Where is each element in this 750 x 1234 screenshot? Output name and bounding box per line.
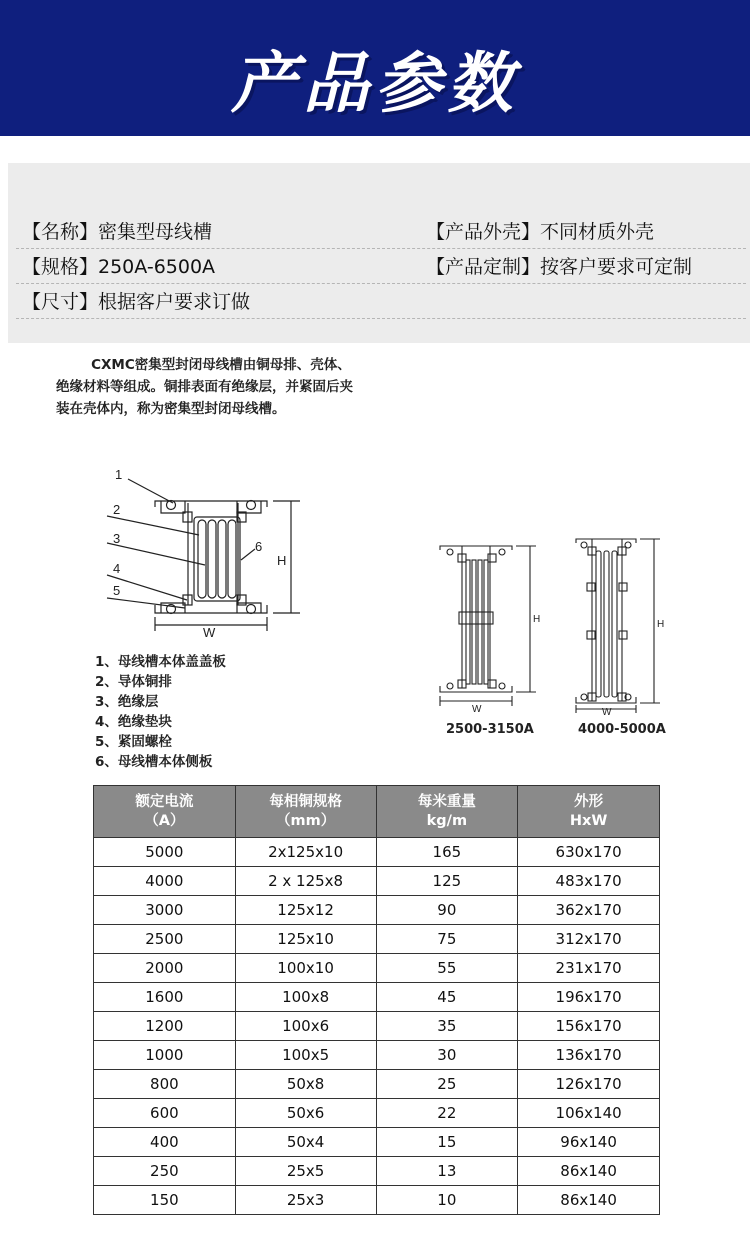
table-cell: 150 [94,1186,236,1215]
table-cell: 50x4 [235,1128,376,1157]
table-cell: 50x6 [235,1099,376,1128]
table-cell: 25x5 [235,1157,376,1186]
col-header-weight: 每米重量 kg/m [376,786,518,838]
table-cell: 250 [94,1157,236,1186]
table-cell: 22 [376,1099,518,1128]
table-cell: 126x170 [518,1070,660,1099]
col-header-copper: 每相铜规格 （mm） [235,786,376,838]
busway-section-diagram [95,465,315,645]
header-banner [0,0,750,136]
legend-item: 2、导体铜排 [95,674,172,690]
spec-shell: 【产品外壳】不同材质外壳 [426,221,655,243]
table-row [94,1157,660,1186]
table-cell: 1000 [94,1041,236,1070]
spec-size: 【尺寸】根据客户要求订做 [22,291,251,313]
spec-custom: 【产品定制】按客户要求可定制 [426,256,693,278]
table-cell: 400 [94,1128,236,1157]
table-cell: 106x140 [518,1099,660,1128]
callout-2: 2 [113,502,121,517]
spec-row [16,215,746,249]
table-cell: 25x3 [235,1186,376,1215]
table-cell: 45 [376,983,518,1012]
table-cell: 86x140 [518,1157,660,1186]
page-title: 产品参数 [231,45,519,122]
legend-item: 4、绝缘垫块 [95,714,172,730]
callout-4: 4 [113,561,121,576]
diagram-2500-3150 [432,540,547,715]
table-cell: 75 [376,925,518,954]
table-cell: 125x12 [235,896,376,925]
dim-w-label: W [472,704,482,715]
table-cell: 600 [94,1099,236,1128]
col-header-size: 外形 HxW [518,786,660,838]
table-cell: 2x125x10 [235,838,376,867]
table-cell: 15 [376,1128,518,1157]
table-cell: 30 [376,1041,518,1070]
parameter-table [93,785,660,1215]
table-cell: 100x5 [235,1041,376,1070]
table-header-row [94,786,660,838]
dim-w-label: W [203,625,216,640]
diagram-4000-5000 [570,535,670,715]
table-cell: 10 [376,1186,518,1215]
spec-row [16,250,746,284]
dim-w-label: W [602,707,612,715]
table-cell: 125 [376,867,518,896]
spec-name: 【名称】密集型母线槽 [22,221,213,243]
legend-item: 6、母线槽本体侧板 [95,754,213,770]
table-cell: 5000 [94,838,236,867]
table-cell: 86x140 [518,1186,660,1215]
table-cell: 362x170 [518,896,660,925]
table-cell: 55 [376,954,518,983]
table-cell: 2500 [94,925,236,954]
table-cell: 50x8 [235,1070,376,1099]
table-row [94,1041,660,1070]
table-row [94,954,660,983]
table-row [94,838,660,867]
callout-1: 1 [115,467,123,482]
dim-h-label: H [277,553,287,568]
table-cell: 1200 [94,1012,236,1041]
dim-h-label: H [657,619,665,630]
table-cell: 483x170 [518,867,660,896]
spec-row [16,285,746,319]
intro-text: CXMC密集型封闭母线槽由铜母排、壳体、绝缘材料等组成。铜排表面有绝缘层，并紧固后夹装在壳体内，称为密集型封闭母线槽。 [56,357,353,417]
table-cell: 231x170 [518,954,660,983]
table-row [94,1186,660,1215]
legend-item: 1、母线槽本体盖盖板 [95,654,226,670]
legend-item: 5、紧固螺栓 [95,734,172,750]
table-cell: 25 [376,1070,518,1099]
table-cell: 90 [376,896,518,925]
table-cell: 96x140 [518,1128,660,1157]
table-cell: 156x170 [518,1012,660,1041]
table-cell: 1600 [94,983,236,1012]
legend-item: 3、绝缘层 [95,694,159,710]
spec-panel [8,163,750,343]
table-cell: 13 [376,1157,518,1186]
callout-3: 3 [113,531,121,546]
table-cell: 100x6 [235,1012,376,1041]
legend-list [95,652,335,772]
table-row [94,983,660,1012]
callout-6: 6 [255,539,263,554]
table-cell: 630x170 [518,838,660,867]
table-cell: 2000 [94,954,236,983]
table-cell: 312x170 [518,925,660,954]
table-cell: 196x170 [518,983,660,1012]
table-cell: 35 [376,1012,518,1041]
dim-h-label: H [533,614,541,625]
table-cell: 100x8 [235,983,376,1012]
table-row [94,1012,660,1041]
table-row [94,925,660,954]
table-row [94,1128,660,1157]
table-row [94,896,660,925]
table-cell: 100x10 [235,954,376,983]
table-row [94,1070,660,1099]
spec-model: 【规格】250A-6500A [22,256,216,278]
table-row [94,867,660,896]
table-cell: 3000 [94,896,236,925]
table-cell: 800 [94,1070,236,1099]
col-header-current: 额定电流 （A） [94,786,236,838]
callout-5: 5 [113,583,121,598]
table-cell: 136x170 [518,1041,660,1070]
table-cell: 165 [376,838,518,867]
table-body [94,838,660,1215]
table-row [94,1099,660,1128]
diagram-caption: 2500-3150A [446,722,534,737]
table-cell: 125x10 [235,925,376,954]
diagram-caption: 4000-5000A [578,722,666,737]
table-cell: 4000 [94,867,236,896]
table-cell: 2 x 125x8 [235,867,376,896]
